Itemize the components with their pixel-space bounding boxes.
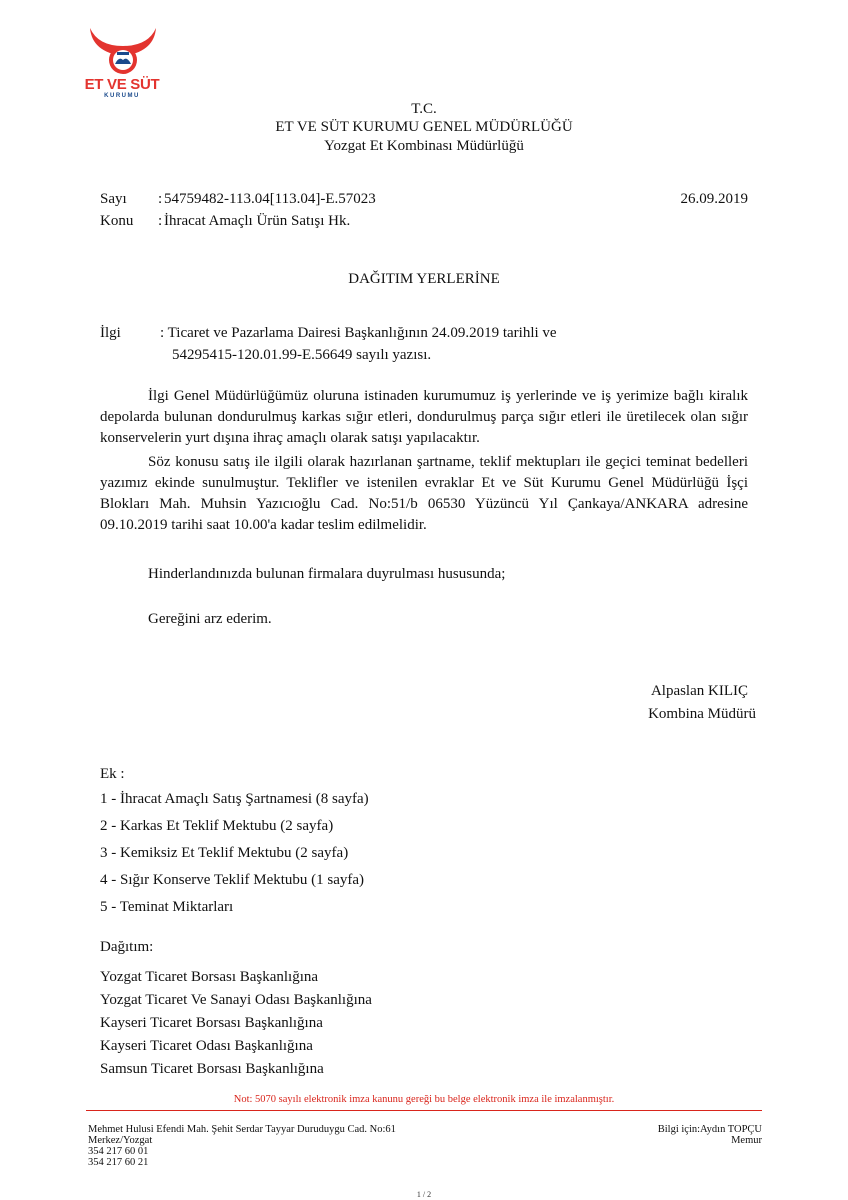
attachment-item: 1 - İhracat Amaçlı Satış Şartnamesi (8 sayfa) bbox=[100, 791, 369, 807]
footer-address-2: Merkez/Yozgat bbox=[88, 1135, 153, 1146]
header-tc: T.C. bbox=[411, 101, 437, 117]
sayi-value: 54759482-113.04[113.04]-E.57023 bbox=[164, 191, 376, 207]
distribution-item: Kayseri Ticaret Borsası Başkanlığına bbox=[100, 1015, 323, 1031]
sayi-label: Sayı bbox=[100, 191, 127, 207]
sayi-colon: : bbox=[158, 191, 163, 207]
body-paragraph-3: Hinderlandınızda bulunan firmalara duyrulması hususunda; bbox=[148, 566, 506, 582]
body-paragraph-4: Gereğini arz ederim. bbox=[148, 611, 272, 627]
footer-info: Bilgi için:Aydın TOPÇU bbox=[657, 1124, 762, 1135]
konu-value: İhracat Amaçlı Ürün Satışı Hk. bbox=[164, 213, 351, 229]
document-date: 26.09.2019 bbox=[680, 191, 748, 207]
footer-info-title: Memur bbox=[731, 1135, 762, 1146]
footer-phone-2: 354 217 60 21 bbox=[88, 1157, 149, 1168]
attachment-item: 5 - Teminat Miktarları bbox=[100, 899, 234, 915]
e-signature-note: Not: 5070 sayılı elektronik imza kanunu gereği bu belge elektronik imza ile imzalanmıştır. bbox=[233, 1094, 615, 1105]
body-paragraph-1: İlgi Genel Müdürlüğümüz oluruna istinaden kurumumuz iş yerlerinde ve iş yerimize bağlı kiralık depolarda bulunan dondurulmuş karkas sığır etleri, dondurulmuş parça sığır etleri ile üretilecek olan sığır konservelerin yurt dışına ihraç amaçlı olarak satışı yapılacaktır. bbox=[100, 388, 748, 446]
attachment-item: 2 - Karkas Et Teklif Mektubu (2 sayfa) bbox=[100, 818, 334, 834]
header-institution: ET VE SÜT KURUMU GENEL MÜDÜRLÜĞÜ bbox=[275, 119, 573, 135]
recipient-heading: DAĞITIM YERLERİNE bbox=[348, 271, 500, 287]
attachment-item: 3 - Kemiksiz Et Teklif Mektubu (2 sayfa) bbox=[100, 845, 349, 861]
attachment-item: 4 - Sığır Konserve Teklif Mektubu (1 sayfa) bbox=[100, 872, 365, 888]
logo-text: ET VE SÜT bbox=[84, 76, 160, 93]
konu-label: Konu bbox=[100, 213, 134, 229]
distribution-item: Kayseri Ticaret Odası Başkanlığına bbox=[100, 1038, 313, 1054]
header-unit: Yozgat Et Kombinası Müdürlüğü bbox=[324, 138, 524, 154]
ilgi-line-1: : Ticaret ve Pazarlama Dairesi Başkanlığının 24.09.2019 tarihli ve bbox=[160, 325, 557, 341]
ilgi-label: İlgi bbox=[100, 325, 121, 341]
signatory-title: Kombina Müdürü bbox=[648, 706, 756, 722]
distribution-item: Yozgat Ticaret Borsası Başkanlığına bbox=[100, 969, 319, 985]
attachments-label: Ek : bbox=[100, 766, 125, 782]
footer-divider bbox=[86, 1110, 762, 1111]
page-number: 1 / 2 bbox=[416, 1190, 432, 1199]
ilgi-line-2: 54295415-120.01.99-E.56649 sayılı yazısı. bbox=[172, 347, 432, 363]
body-paragraph-2: Söz konusu satış ile ilgili olarak hazırlanan şartname, teklif mektupları ile geçici teminat bedelleri yazımız ekinde sunulmuştur. Teklifler ve istenilen evraklar Et ve Süt Kurumu Genel Müdürlüğü İşçi Blokları Mah. Muhsin Yazıcıoğlu Cad. No:51/b 06530 Yüzüncü Yıl Çankaya/ANKARA adresine 09.10.2019 tarihi saat 10.00'a kadar teslim edilmelidir. bbox=[100, 454, 748, 533]
distribution-label: Dağıtım: bbox=[100, 939, 154, 955]
konu-colon: : bbox=[158, 213, 163, 229]
footer-address-1: Mehmet Hulusi Efendi Mah. Şehit Serdar Tayyar Duruduygu Cad. No:61 bbox=[88, 1124, 396, 1135]
distribution-item: Yozgat Ticaret Ve Sanayi Odası Başkanlığına bbox=[100, 992, 372, 1008]
distribution-item: Samsun Ticaret Borsası Başkanlığına bbox=[100, 1061, 324, 1077]
logo-subtext: KURUMU bbox=[104, 93, 140, 99]
signatory-name: Alpaslan KILIÇ bbox=[650, 683, 748, 699]
footer-phone-1: 354 217 60 01 bbox=[88, 1146, 149, 1157]
